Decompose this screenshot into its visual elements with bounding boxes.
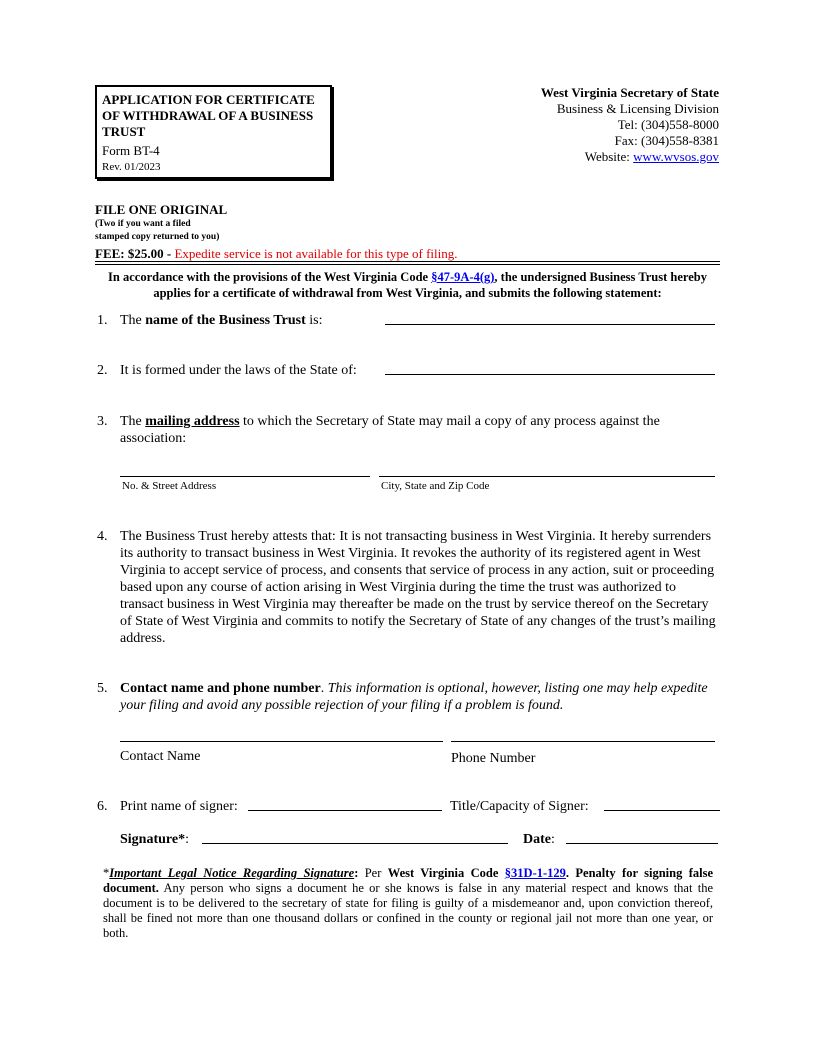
signer-title-field[interactable] <box>604 810 720 811</box>
signature-colon: : <box>185 832 189 847</box>
notice-penalty: . Penalty for signing false document. <box>103 866 714 895</box>
item-1-bold: name of the Business Trust <box>145 313 306 328</box>
trust-name-field[interactable] <box>385 324 715 325</box>
print-name-field[interactable] <box>248 810 442 811</box>
phone-number-field[interactable] <box>451 741 715 742</box>
intro-statement <box>95 269 720 301</box>
phone-number-caption: Phone Number <box>451 751 536 766</box>
sos-contact-block <box>541 85 719 165</box>
notice-per: Per <box>358 866 388 880</box>
intro-text-2: , the undersigned Business Trust hereby applies for a certificate of withdrawal from West Virginia, and submits the following statement: <box>153 270 707 300</box>
item-5-label <box>120 680 720 714</box>
item-3-post: to which the Secretary of State may mail a copy of any process against the association: <box>120 414 660 446</box>
notice-heading: Important Legal Notice Regarding Signature <box>109 866 355 880</box>
signature-field[interactable] <box>202 843 508 844</box>
item-2-label: It is formed under the laws of the State of: <box>120 363 357 378</box>
code-link-31d[interactable]: §31D-1-129 <box>504 866 566 880</box>
signature-label-row <box>120 831 189 848</box>
fee-amount: FEE: $25.00 - <box>95 246 175 261</box>
file-one-original: FILE ONE ORIGINAL <box>95 202 228 217</box>
sos-division: Business & Licensing Division <box>556 101 719 116</box>
date-label: Date <box>523 832 551 847</box>
item-1-number: 1. <box>97 313 108 328</box>
sos-tel: Tel: (304)558-8000 <box>617 117 719 132</box>
formation-state-field[interactable] <box>385 374 715 375</box>
item-3-pre: The <box>120 414 146 429</box>
form-number: Form BT-4 <box>102 143 160 158</box>
intro-text-1: In accordance with the provisions of the West Virginia Code <box>108 270 432 284</box>
item-3-number: 3. <box>97 414 108 429</box>
file-sub-1: (Two if you want a filed <box>95 219 191 229</box>
item-3-bold: mailing address <box>145 414 240 429</box>
item-5-dot: . <box>320 681 328 696</box>
item-5-bold: Contact name and phone number <box>120 681 321 696</box>
form-title: APPLICATION FOR CERTIFICATE OF WITHDRAWAL OF A BUSINESS TRUST <box>102 92 315 139</box>
item-3-label <box>120 413 710 447</box>
item-4-attestation: The Business Trust hereby attests that: It is not transacting business in West Virginia. It hereby surrenders its authority to transact business in West Virginia. It revokes the authority of its registered agent in West Virginia to accept service of process, and consents that service of process in any action, suit or proceeding based upon any course of action arising in West Virginia during the time the trust was authorized to transact business in West Virginia may thereafter be made on the trust by service thereof on the Secretary of State of West Virginia and commits to notify the Secretary of State of any changes of the trust’s mailing address. <box>120 529 716 646</box>
item-2-number: 2. <box>97 363 108 378</box>
code-link-47-9a[interactable]: §47-9A-4(g) <box>431 270 495 284</box>
signer-title-label: Title/Capacity of Signer: <box>450 799 589 814</box>
notice-code: West Virginia Code <box>387 866 499 880</box>
signature-label: Signature* <box>120 832 186 847</box>
item-5-italic: This information is optional, however, listing one may help expedite your filing and avoid any possible rejection of your filing if a problem is found. <box>120 681 708 713</box>
sos-name: West Virginia Secretary of State <box>540 85 719 100</box>
item-4-number: 4. <box>97 529 108 544</box>
item-1-pre: The <box>120 313 146 328</box>
item-6-number: 6. <box>97 799 108 814</box>
street-address-field[interactable] <box>120 476 370 477</box>
expedite-note: Expedite service is not available for this type of filing. <box>174 246 458 261</box>
date-label-row <box>523 831 555 848</box>
sos-fax: Fax: (304)558-8381 <box>614 133 719 148</box>
date-field[interactable] <box>566 843 718 844</box>
sos-website-link[interactable]: www.wvsos.gov <box>633 149 719 164</box>
date-colon: : <box>551 832 555 847</box>
city-state-zip-field[interactable] <box>379 476 715 477</box>
notice-text: Any person who signs a document he or she knows is false in any material respect and knows that the document is to be delivered to the secretary of state for filing is guilty of a misdemeanor and, upon conviction thereof, shall be fined not more than one thousand dollars or confined in the county or regional jail not more than one year, or both. <box>103 881 713 940</box>
contact-name-field[interactable] <box>120 741 443 742</box>
form-revision: Rev. 01/2023 <box>102 161 161 173</box>
file-sub-2: stamped copy returned to you) <box>95 232 220 242</box>
item-1-label <box>120 312 323 329</box>
sos-website-row <box>541 149 719 165</box>
notice-colon: : <box>354 866 359 880</box>
city-state-zip-caption: City, State and Zip Code <box>381 480 490 492</box>
divider-top <box>95 261 720 262</box>
sos-website-label: Website: <box>584 149 634 164</box>
filing-instructions <box>95 202 227 244</box>
print-name-label: Print name of signer: <box>120 799 238 814</box>
item-5-number: 5. <box>97 681 108 696</box>
notice-star: * <box>103 866 110 880</box>
legal-notice <box>103 866 713 941</box>
divider-bottom <box>95 264 720 265</box>
item-1-post: is: <box>305 313 323 328</box>
form-title-box <box>95 85 332 179</box>
fee-line <box>95 246 457 262</box>
contact-name-caption: Contact Name <box>120 749 201 764</box>
street-address-caption: No. & Street Address <box>122 480 217 492</box>
